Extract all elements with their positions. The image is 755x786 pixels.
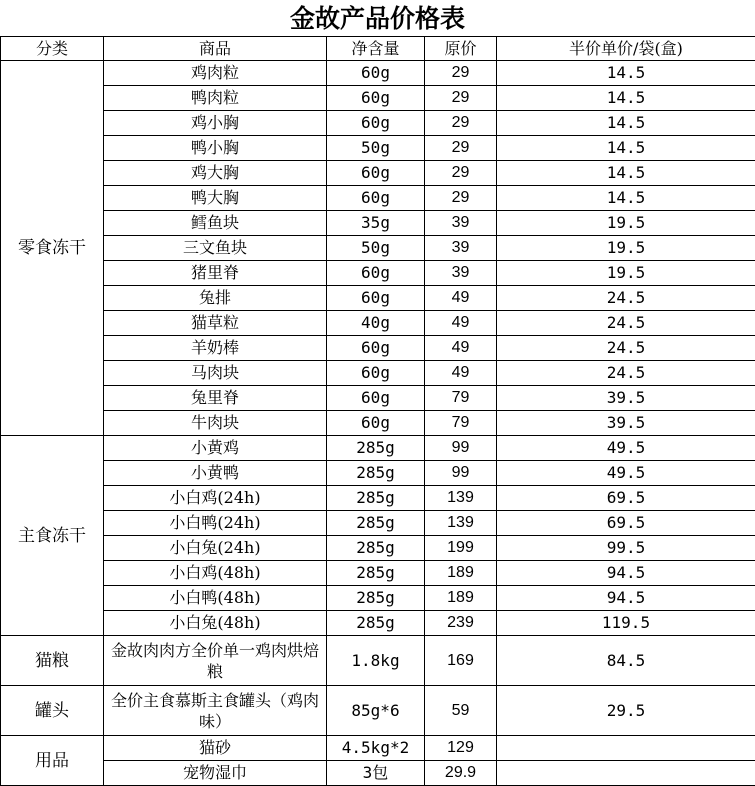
product-cell: 三文鱼块 [104,236,327,261]
price-cell: 29 [425,111,497,136]
weight-cell: 60g [327,186,425,211]
price-cell: 39 [425,211,497,236]
product-cell: 牛肉块 [104,411,327,436]
product-cell: 小白鸡(48h) [104,561,327,586]
table-row [1,761,755,786]
table-row [1,186,755,211]
half-price-cell: 14.5 [497,186,755,211]
product-cell: 小白鸡(24h) [104,486,327,511]
header-net-weight: 净含量 [327,37,425,61]
product-cell: 小黄鸭 [104,461,327,486]
page-title: 金故产品价格表 [0,0,755,36]
half-price-cell: 19.5 [497,261,755,286]
weight-cell: 285g [327,436,425,461]
product-cell: 鸡大胸 [104,161,327,186]
price-table [0,36,755,786]
weight-cell: 285g [327,486,425,511]
table-row [1,386,755,411]
product-cell: 鸡小胸 [104,111,327,136]
price-cell: 139 [425,486,497,511]
weight-cell: 60g [327,261,425,286]
half-price-cell: 49.5 [497,461,755,486]
price-cell: 49 [425,286,497,311]
weight-cell: 60g [327,386,425,411]
half-price-cell: 14.5 [497,111,755,136]
header-original-price: 原价 [425,37,497,61]
half-price-cell: 69.5 [497,511,755,536]
price-cell: 79 [425,386,497,411]
price-cell: 189 [425,561,497,586]
product-cell: 鸭小胸 [104,136,327,161]
price-cell: 29 [425,136,497,161]
weight-cell: 60g [327,61,425,86]
table-row [1,111,755,136]
table-row [1,411,755,436]
price-cell: 29 [425,86,497,111]
table-row [1,611,755,636]
table-row [1,636,755,686]
product-cell: 马肉块 [104,361,327,386]
table-row [1,436,755,461]
product-cell: 兔里脊 [104,386,327,411]
price-cell: 39 [425,261,497,286]
weight-cell: 50g [327,236,425,261]
table-row [1,461,755,486]
price-cell: 139 [425,511,497,536]
table-row [1,361,755,386]
table-row [1,286,755,311]
half-price-cell: 14.5 [497,86,755,111]
half-price-cell [497,761,755,786]
weight-cell: 60g [327,111,425,136]
weight-cell: 35g [327,211,425,236]
table-row [1,686,755,736]
table-row [1,336,755,361]
price-cell: 199 [425,536,497,561]
price-cell: 29 [425,61,497,86]
half-price-cell: 69.5 [497,486,755,511]
product-cell: 羊奶棒 [104,336,327,361]
product-cell: 鸭肉粒 [104,86,327,111]
product-cell: 小白鸭(48h) [104,586,327,611]
half-price-cell: 14.5 [497,136,755,161]
category-cell-main: 主食冻干 [1,436,104,636]
price-cell: 29 [425,186,497,211]
category-cell-snack: 零食冻干 [1,61,104,436]
weight-cell: 1.8kg [327,636,425,686]
table-row [1,136,755,161]
price-cell: 49 [425,336,497,361]
table-row [1,86,755,111]
weight-cell: 60g [327,86,425,111]
half-price-cell: 19.5 [497,211,755,236]
half-price-cell: 14.5 [497,161,755,186]
product-cell: 小白兔(24h) [104,536,327,561]
half-price-cell: 24.5 [497,336,755,361]
half-price-cell: 19.5 [497,236,755,261]
table-row [1,511,755,536]
weight-cell: 60g [327,161,425,186]
half-price-cell: 49.5 [497,436,755,461]
weight-cell: 60g [327,286,425,311]
weight-cell: 50g [327,136,425,161]
header-product: 商品 [104,37,327,61]
product-cell: 小白鸭(24h) [104,511,327,536]
half-price-cell [497,736,755,761]
half-price-cell: 29.5 [497,686,755,736]
product-cell: 兔排 [104,286,327,311]
product-cell: 鸭大胸 [104,186,327,211]
table-row [1,61,755,86]
product-cell: 全价主食慕斯主食罐头（鸡肉味） [104,686,327,736]
half-price-cell: 94.5 [497,561,755,586]
half-price-cell: 99.5 [497,536,755,561]
half-price-cell: 119.5 [497,611,755,636]
table-row [1,261,755,286]
product-cell: 鸡肉粒 [104,61,327,86]
product-cell: 金故肉肉方全价单一鸡肉烘焙粮 [104,636,327,686]
price-cell: 189 [425,586,497,611]
table-row [1,486,755,511]
weight-cell: 60g [327,336,425,361]
price-cell: 29 [425,161,497,186]
price-cell: 99 [425,461,497,486]
header-row [1,37,755,61]
price-cell: 99 [425,436,497,461]
weight-cell: 285g [327,561,425,586]
weight-cell: 3包 [327,761,425,786]
category-cell-supplies: 用品 [1,736,104,786]
half-price-cell: 24.5 [497,311,755,336]
weight-cell: 285g [327,511,425,536]
header-category: 分类 [1,37,104,61]
product-cell: 猫砂 [104,736,327,761]
half-price-cell: 84.5 [497,636,755,686]
price-cell: 169 [425,636,497,686]
table-row [1,536,755,561]
product-cell: 小白兔(48h) [104,611,327,636]
weight-cell: 60g [327,411,425,436]
weight-cell: 285g [327,536,425,561]
table-row [1,736,755,761]
product-cell: 鳕鱼块 [104,211,327,236]
table-row [1,561,755,586]
table-row [1,161,755,186]
weight-cell: 285g [327,461,425,486]
table-row [1,211,755,236]
price-cell: 79 [425,411,497,436]
weight-cell: 40g [327,311,425,336]
half-price-cell: 24.5 [497,361,755,386]
half-price-cell: 39.5 [497,386,755,411]
weight-cell: 285g [327,611,425,636]
weight-cell: 85g*6 [327,686,425,736]
half-price-cell: 14.5 [497,61,755,86]
table-row [1,311,755,336]
table-row [1,236,755,261]
weight-cell: 60g [327,361,425,386]
price-cell: 39 [425,236,497,261]
product-cell: 小黄鸡 [104,436,327,461]
header-half-price: 半价单价/袋(盒) [497,37,755,61]
price-cell: 29.9 [425,761,497,786]
half-price-cell: 24.5 [497,286,755,311]
category-cell-canned: 罐头 [1,686,104,736]
product-cell: 猪里脊 [104,261,327,286]
category-cell-dry-food: 猫粮 [1,636,104,686]
price-cell: 59 [425,686,497,736]
weight-cell: 4.5kg*2 [327,736,425,761]
product-cell: 宠物湿巾 [104,761,327,786]
half-price-cell: 39.5 [497,411,755,436]
half-price-cell: 94.5 [497,586,755,611]
price-cell: 129 [425,736,497,761]
price-cell: 49 [425,311,497,336]
price-cell: 239 [425,611,497,636]
weight-cell: 285g [327,586,425,611]
product-cell: 猫草粒 [104,311,327,336]
table-row [1,586,755,611]
price-cell: 49 [425,361,497,386]
